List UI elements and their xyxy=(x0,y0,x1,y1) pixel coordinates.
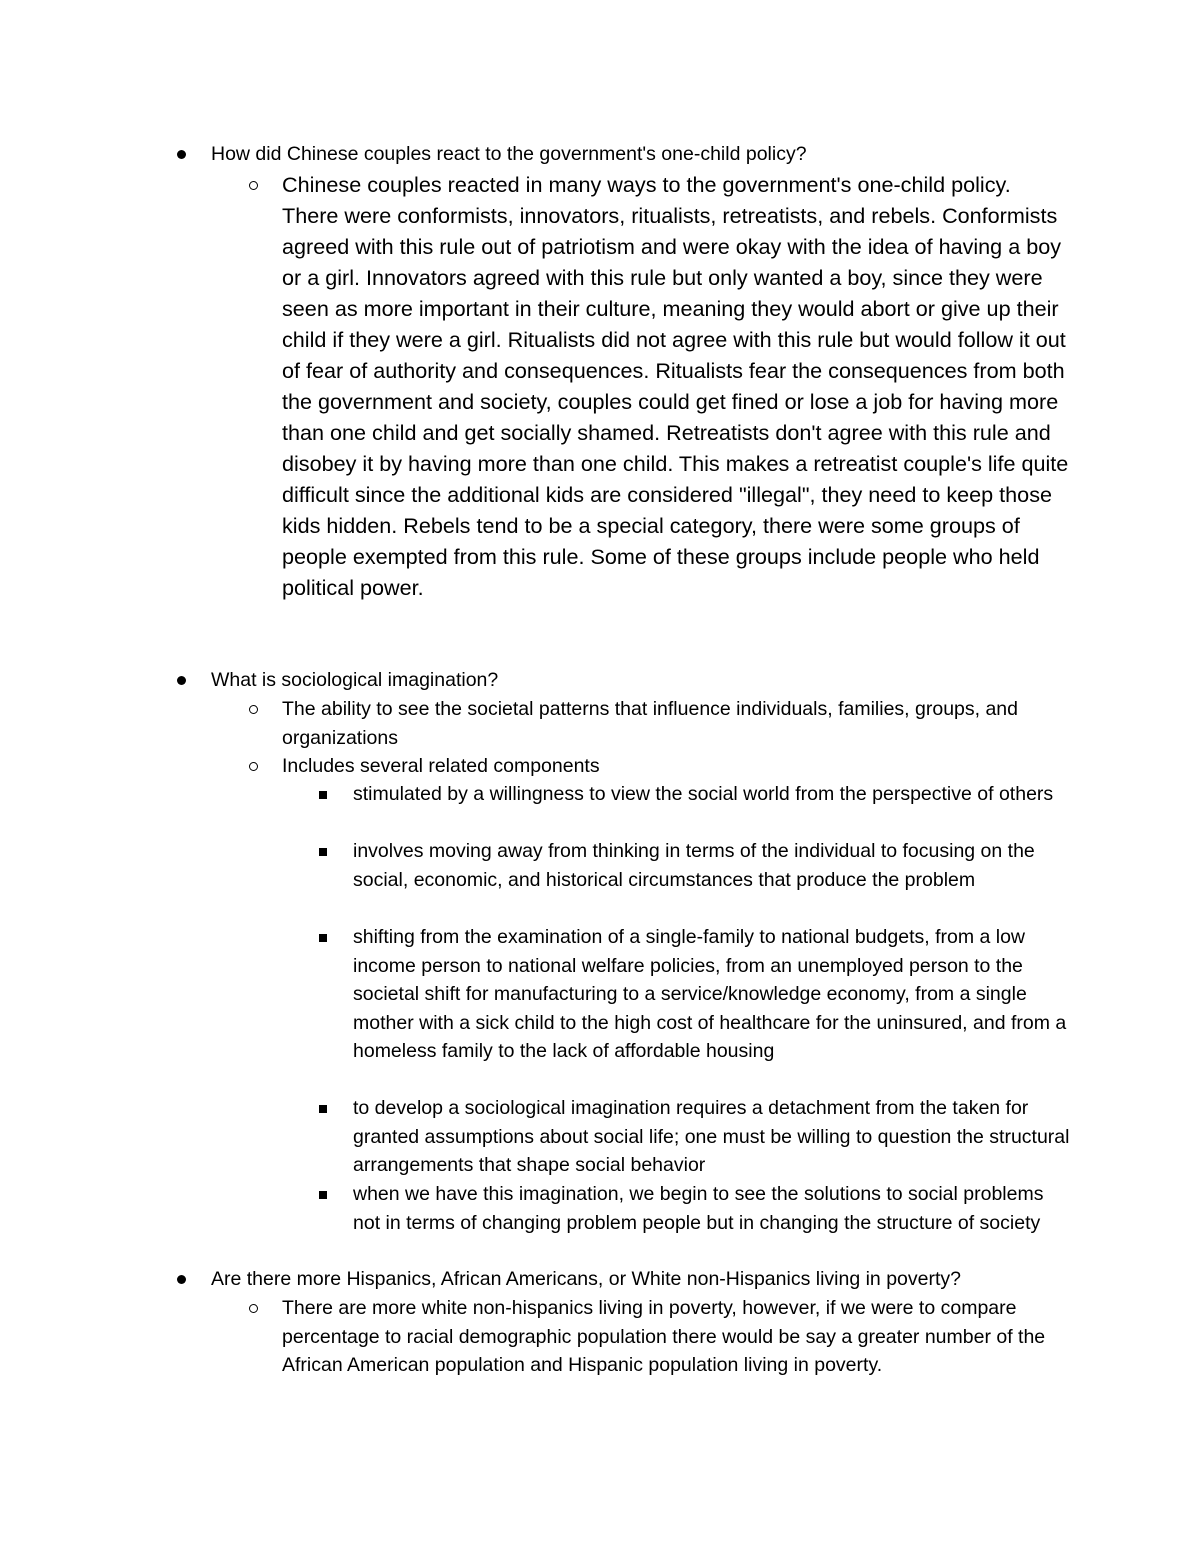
component-item xyxy=(353,1180,1073,1237)
question-text: How did Chinese couples react to the government's one-child policy? xyxy=(211,143,807,165)
circle-bullet-icon xyxy=(249,181,258,190)
component-text: to develop a sociological imagination requires a detachment from the taken for granted assumptions about social life; one must be willing to question the structural arrangements that shape social behavior xyxy=(353,1097,1070,1176)
component-item xyxy=(353,780,1073,809)
disc-bullet-icon xyxy=(177,1275,186,1284)
circle-bullet-icon xyxy=(249,1304,258,1313)
component-item xyxy=(353,1094,1073,1180)
square-bullet-icon xyxy=(319,1105,327,1113)
square-bullet-icon xyxy=(319,934,327,942)
square-bullet-icon xyxy=(319,1191,327,1199)
question-one-child-policy xyxy=(211,140,1111,169)
answer-components xyxy=(282,752,1072,781)
answer-poverty xyxy=(282,1294,1072,1380)
answer-definition xyxy=(282,695,1072,752)
answer-text: Includes several related components xyxy=(282,755,600,777)
disc-bullet-icon xyxy=(177,150,186,159)
square-bullet-icon xyxy=(319,791,327,799)
component-item xyxy=(353,837,1073,894)
answer-one-child-policy xyxy=(282,169,1072,603)
answer-text: Chinese couples reacted in many ways to the government's one-child policy. There were conformists, innovators, ritualists, retreatists, and rebels. Conformists agreed with this rule out of patriotism and were okay with the idea of having a boy or a girl. Innovators agreed with this rule but only wanted a boy, since they were seen as more important in their culture, meaning they would abort or give up their child if they were a girl. Ritualists did not agree with this rule but would follow it out of fear of authority and consequences. Ritualists fear the consequences from both the government and society, couples could get fined or lose a job for having more than one child and get socially shamed. Retreatists don't agree with this rule and disobey it by having more than one child. This makes a retreatist couple's life quite difficult since the additional kids are considered "illegal", they need to keep those kids hidden. Rebels tend to be a special category, there were some groups of people exempted from this rule. Some of these groups include people who held political power. xyxy=(282,172,1069,600)
disc-bullet-icon xyxy=(177,676,186,685)
component-text: when we have this imagination, we begin to see the solutions to social problems not in terms of changing problem people but in changing the structure of society xyxy=(353,1183,1044,1234)
square-bullet-icon xyxy=(319,848,327,856)
question-sociological-imagination xyxy=(211,666,1111,695)
component-text: involves moving away from thinking in terms of the individual to focusing on the social, economic, and historical circumstances that produce the problem xyxy=(353,840,1035,891)
answer-text: The ability to see the societal patterns that influence individuals, families, groups, and organizations xyxy=(282,698,1019,749)
component-text: shifting from the examination of a single-family to national budgets, from a low income person to national welfare policies, from an unemployed person to the societal shift for manufacturing to a service/knowledge economy, from a single mother with a sick child to the high cost of healthcare for the uninsured, and from a homeless family to the lack of affordable housing xyxy=(353,926,1067,1062)
question-text: What is sociological imagination? xyxy=(211,669,499,691)
circle-bullet-icon xyxy=(249,705,258,714)
question-text: Are there more Hispanics, African Americans, or White non-Hispanics living in poverty? xyxy=(211,1268,961,1290)
question-poverty xyxy=(211,1265,1111,1294)
component-item xyxy=(353,923,1073,1066)
circle-bullet-icon xyxy=(249,762,258,771)
answer-text: There are more white non-hispanics living in poverty, however, if we were to compare percentage to racial demographic population there would be say a greater number of the African American population and Hispanic population living in poverty. xyxy=(282,1297,1046,1376)
component-text: stimulated by a willingness to view the social world from the perspective of others xyxy=(353,783,1054,805)
